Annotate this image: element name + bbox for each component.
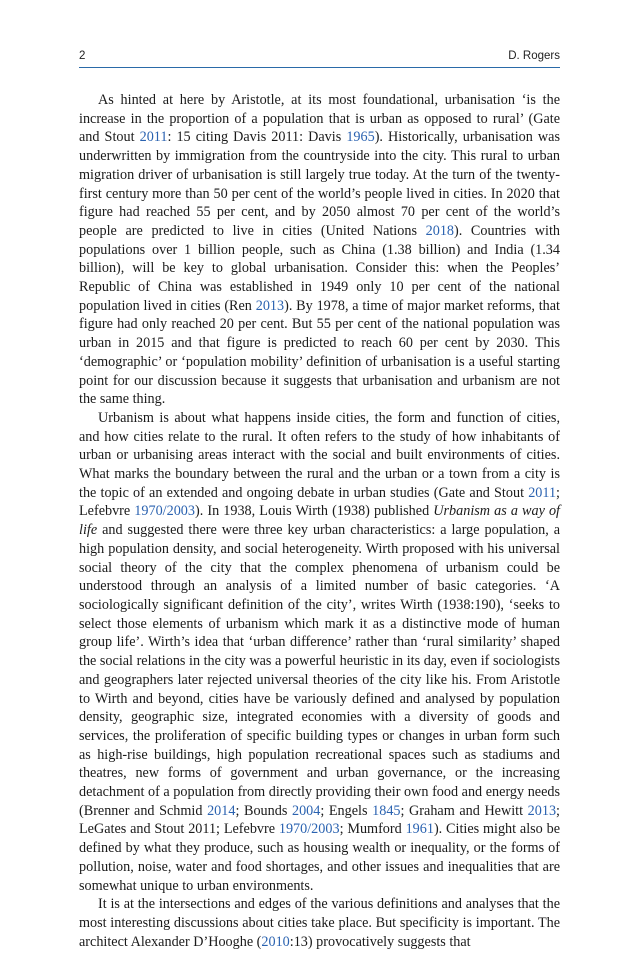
text-run: Urbanism is about what happens inside cities, the form and function of cities, and how cities relate to the rural. It often refers to the study of how inhabitants of urban or urbanising areas interact with the social and built environments of cities. What marks the boundary between the rural and the urban or a town from a city is the topic of an extended and ongoing debate in urban studies (Gate and Stout (79, 409, 560, 501)
text-run: ). Historically, urbanisation was underwritten by immigration from the countryside into the city. This rural to urban migration driver of urbanisation is still largely true today. At the turn of the twenty-first century more than 50 per cent of the world’s people lived in cities. In 2020 that figure had reached 55 per cent, and by 2050 almost 70 per cent of the world’s people are predicted to live in cities (United Nations (79, 129, 560, 239)
text-run: ; LeGates and Stout 2011; Lefebvre (79, 802, 560, 838)
citation-link[interactable]: 1965 (346, 129, 375, 146)
text-run: As hinted at here by Aristotle, at its most foundational, urbanisation ‘is the increase in the proportion of a population that is urban as opposed to rural’ (Gate and Stout (79, 92, 560, 146)
text-run: ; Graham and Hewitt (400, 802, 528, 819)
text-run: :13) provocatively suggests that (289, 933, 471, 950)
citation-link[interactable]: 1845 (372, 802, 401, 819)
page-number: 2 (79, 50, 86, 62)
body-text (79, 91, 560, 951)
text-run: ; Lefebvre (79, 484, 560, 520)
text-run: It is at the intersections and edges of the various definitions and analyses that the most interesting discussions about cities take place. But specificity is important. The architect Alexander D’Hooghe ( (79, 896, 560, 950)
paragraph-1 (79, 91, 560, 409)
text-run: ). In 1938, Louis Wirth (1938) published (195, 503, 434, 520)
text-run: ). Cities might also be defined by what they produce, such as housing wealth or inequality, or the forms of pollution, noise, water and food shortages, and other issues and inequalities that are somewhat unique to urban environments. (79, 821, 560, 894)
citation-link[interactable]: 2011 (139, 129, 168, 146)
citation-link[interactable]: 2010 (261, 933, 290, 950)
running-author: D. Rogers (508, 50, 560, 62)
citation-link[interactable]: 1961 (405, 821, 434, 838)
citation-link[interactable]: 2018 (425, 222, 454, 239)
text-run: and suggested there were three key urban characteristics: a large population, a high population density, and social heterogeneity. Wirth proposed with his universal social theory of the city that the complex phenomena of urbanism could be understood through an analysis of a limited number of basic categories. ‘A sociologically significant definition of the city’, writes Wirth (1938:190), ‘seeks to select those elements of urbanism which mark it as a distinctive mode of human group life’. Wirth’s idea that ‘urban difference’ rather than ‘rural similarity’ shaped the social relations in the city was a powerful heuristic in its day, even if sociologists and geographers later rejected universal theories of the city like his. From Aristotle to Wirth and beyond, cities have be variously defined and analysed by population density, geographic size, integrated economies with a diversity of goods and services, the proliferation of specific building types or changes in urban form such as high-rise buildings, high population recreational spaces such as stadiums and theatres, new forms of government and urban governance, or the increasing detachment of a population from directly providing their own food and energy needs (Brenner and Schmid (79, 522, 560, 819)
citation-link[interactable]: 2013 (255, 297, 285, 314)
citation-link[interactable]: 2011 (528, 484, 557, 501)
paragraph-2 (79, 409, 560, 895)
text-run: ). Countries with populations over 1 billion people, such as China (1.38 billion) and India (1.34 billion), will be key to global urbanisation. Consider this: when the Peoples’ Republic of China was established in 1949 only 10 per cent of the national population lived in cities (Ren (79, 222, 560, 314)
paragraph-3 (79, 895, 560, 951)
citation-link[interactable]: 1970/2003 (134, 503, 195, 520)
citation-link[interactable]: 2014 (207, 802, 236, 819)
text-run: ; Mumford (339, 821, 406, 838)
italic-title: Urbanism as a way of life (79, 503, 561, 539)
text-run: : 15 citing Davis 2011: Davis (167, 129, 347, 146)
text-run: ; Bounds (235, 802, 292, 819)
citation-link[interactable]: 2004 (291, 802, 321, 819)
running-header (79, 50, 560, 68)
citation-link[interactable]: 2013 (527, 802, 557, 819)
text-run: ). By 1978, a time of major market reforms, that figure had only reached 20 per cent. But 55 per cent of the national population was urban in 2015 and that figure is predicted to reach 60 per cent by 2030. This ‘demographic’ or ‘population mobility’ definition of urbanisation is a useful starting point for our discussion because it suggests that urbanisation and urbanism are not the same thing. (79, 297, 560, 408)
text-run: ; Engels (320, 802, 373, 819)
page (79, 50, 560, 951)
citation-link[interactable]: 1970/2003 (278, 821, 340, 838)
